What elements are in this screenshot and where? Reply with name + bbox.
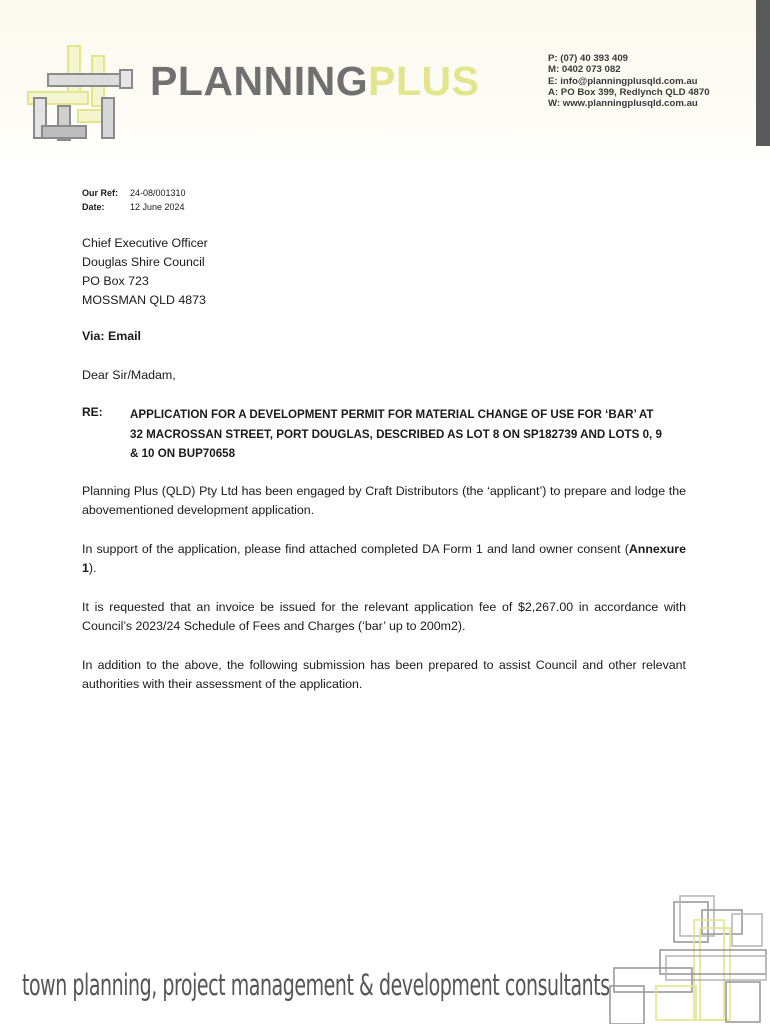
- contact-mobile: M: 0402 073 082: [548, 64, 621, 76]
- contact-phone: P: (07) 40 393 409: [548, 53, 629, 64]
- paragraph-submission: In addition to the above, the following submission has been prepared to assist Council and other relevant authorities with their assessment of the application.: [82, 658, 686, 692]
- brand-wordmark: [150, 58, 479, 104]
- re-subject-line: APPLICATION FOR A DEVELOPMENT PERMIT FOR MATERIAL CHANGE OF USE FOR ‘BAR’ AT: [130, 408, 654, 421]
- brand-word-plus: PLUS: [368, 58, 480, 104]
- edge-bar: [756, 0, 770, 146]
- planning-plus-logo-icon: [22, 40, 142, 148]
- recipient-line: Douglas Shire Council: [82, 255, 205, 269]
- salutation: Dear Sir/Madam,: [82, 368, 176, 382]
- recipient-address: [82, 234, 208, 310]
- reference-block: [82, 186, 186, 214]
- paragraph-engagement: Planning Plus (QLD) Pty Ltd has been engaged by Craft Distributors (the ‘applicant’) to prepare and lodge the abovementioned development application.: [82, 484, 686, 518]
- contact-address: A: PO Box 399, Redlynch QLD 4870: [548, 86, 710, 98]
- date-label: Date:: [82, 202, 105, 212]
- paragraph-support: [82, 540, 686, 578]
- re-label: RE:: [82, 405, 103, 419]
- contact-email: E: info@planningplusqld.com.au: [548, 75, 698, 87]
- via-line: Via: Email: [82, 329, 142, 343]
- re-subject: [130, 405, 690, 464]
- contact-block: [548, 53, 753, 109]
- annexure-reference: Annexure 1: [82, 542, 686, 576]
- paragraph-support-end: ).: [88, 561, 97, 576]
- footer-tagline: town planning, project management & development consultants: [22, 968, 610, 1003]
- ref-label: Our Ref:: [82, 188, 118, 198]
- paragraph-fee: It is requested that an invoice be issued for the relevant application fee of $2,267.00 in accordance with Council’s 2023/24 Schedule of Fees and Charges (‘bar’ up to 200m2).: [82, 600, 686, 634]
- contact-website: W: www.planningplusqld.com.au: [548, 98, 698, 110]
- re-subject-line: & 10 ON BUP70658: [130, 447, 236, 460]
- brand-word-planning: PLANNING: [150, 58, 369, 104]
- re-subject-line: 32 MACROSSAN STREET, PORT DOUGLAS, DESCRIBED AS LOT 8 ON SP182739 AND LOTS 0, 9: [130, 427, 662, 441]
- ref-value: 24-08/001310: [130, 188, 186, 198]
- recipient-line: Chief Executive Officer: [82, 236, 208, 250]
- recipient-line: PO Box 723: [82, 274, 149, 288]
- paragraph-support-text: In support of the application, please find attached completed DA Form 1 and land owner consent (: [82, 542, 629, 556]
- footer-logo-mark-icon: [602, 890, 770, 1024]
- date-value: 12 June 2024: [130, 202, 185, 212]
- recipient-line: MOSSMAN QLD 4873: [82, 293, 206, 307]
